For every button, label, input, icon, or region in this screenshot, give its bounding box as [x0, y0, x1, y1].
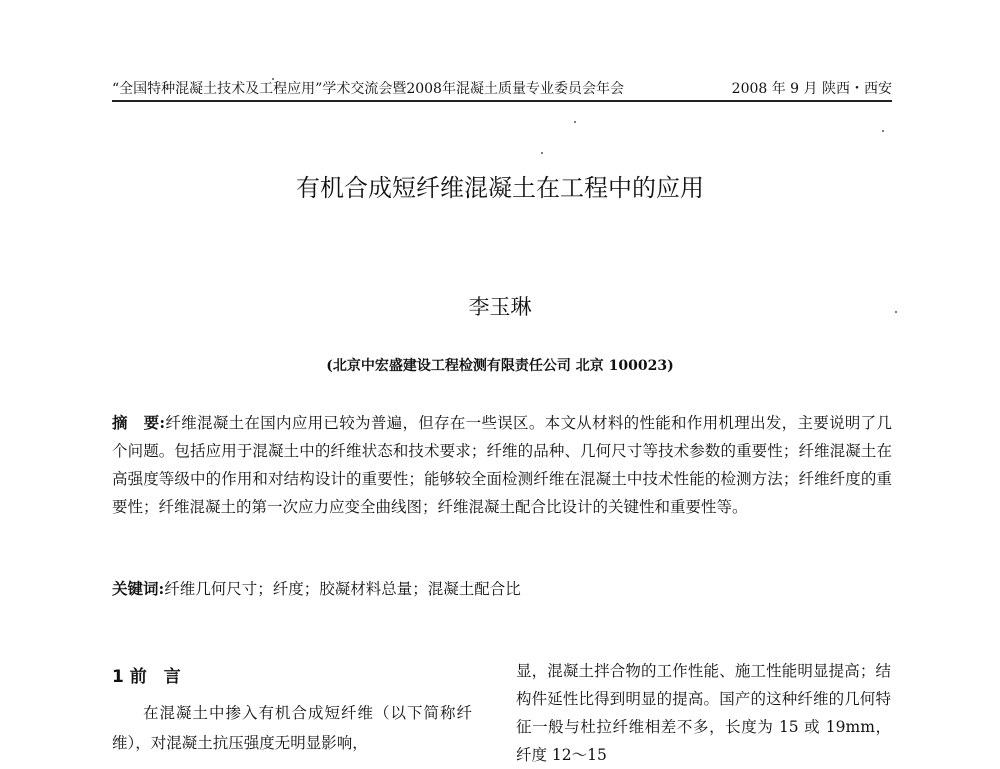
scan-speck	[895, 311, 897, 313]
keywords-label: 关键词:	[112, 579, 165, 598]
left-column	[112, 662, 472, 758]
scan-speck	[272, 78, 274, 80]
author: 李玉琳	[468, 295, 532, 319]
scan-speck	[882, 130, 884, 132]
paragraph-right: 显，混凝土拌合物的工作性能、施工性能明显提高；结构件延性比得到明显的提高。国产的这种纤维的几何特征一般与杜拉纤维相差不多，长度为 15 或 19mm，纤度 12～15	[516, 662, 891, 764]
scan-speck	[541, 152, 543, 154]
conference-date-place: 2008 年 9 月 陕西・西安	[731, 81, 892, 97]
keywords-text: 纤维几何尺寸；纤度；胶凝材料总量；混凝土配合比	[164, 580, 521, 598]
paper-title: 有机合成短纤维混凝土在工程中的应用	[296, 174, 704, 202]
abstract	[112, 409, 892, 521]
keywords	[112, 577, 892, 599]
abstract-label: 摘 要:	[112, 413, 166, 432]
scan-speck	[574, 121, 576, 123]
right-column	[516, 657, 891, 769]
conference-name: “全国特种混凝土技术及工程应用”学术交流会暨2008年混凝土质量专业委员会年会	[112, 81, 624, 97]
header-rule	[112, 100, 892, 102]
paragraph-left: 在混凝土中掺入有机合成短纤维（以下简称纤维），对混凝土抗压强度无明显影响，	[112, 704, 472, 752]
section-heading: 1 前 言	[112, 667, 181, 687]
abstract-text: 纤维混凝土在国内应用已较为普遍，但存在一些误区。本文从材料的性能和作用机理出发，主要说明了几个问题。包括应用于混凝土中的纤维状态和技术要求；纤维的品种、几何尺寸等技术参数的重要性；纤维混凝土在高强度等级中的作用和对结构设计的重要性；能够较全面检测纤维在混凝土中技术性能的检测方法；纤维纤度的重要性；纤维混凝土的第一次应力应变全曲线图；纤维混凝土配合比设计的关键性和重要性等。	[112, 414, 892, 516]
affiliation: (北京中宏盛建设工程检测有限责任公司 北京 100023)	[326, 358, 674, 374]
